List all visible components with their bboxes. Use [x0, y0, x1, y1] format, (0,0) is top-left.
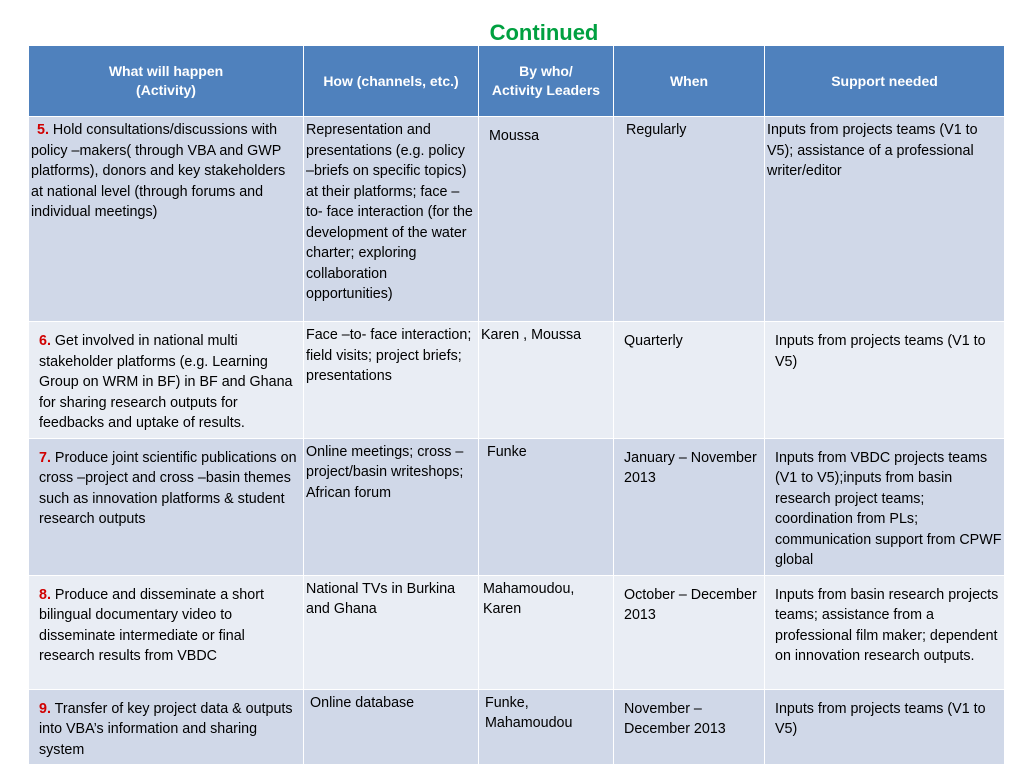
activity-text: Produce and disseminate a short bilingual documentary video to disseminate intermediate or final research results from VBDC: [39, 586, 264, 664]
header-how: How (channels, etc.): [304, 46, 479, 117]
support-cell: Inputs from basin research projects teams; assistance from a professional film maker; dependent on innovation research outputs.: [765, 575, 1005, 689]
how-cell: Online meetings; cross – project/basin writeshops; African forum: [304, 438, 479, 575]
activity-number: 6.: [39, 333, 51, 349]
activity-number: 5.: [37, 122, 49, 138]
activity-cell: [29, 322, 304, 439]
how-cell: Face –to- face interaction; field visits; project briefs; presentations: [304, 322, 479, 439]
when-cell: Regularly: [614, 117, 765, 322]
table-row: [29, 117, 1005, 322]
activity-number: 9.: [39, 700, 51, 717]
by-who-cell: Funke, Mahamoudou: [479, 689, 614, 765]
support-cell: Inputs from VBDC projects teams (V1 to V5);inputs from basin research project teams; coordination from PLs; communication support from CPWF global: [765, 438, 1005, 575]
support-cell: Inputs from projects teams (V1 to V5): [765, 689, 1005, 765]
how-cell: National TVs in Burkina and Ghana: [304, 575, 479, 689]
header-when: When: [614, 46, 765, 117]
header-support: Support needed: [765, 46, 1005, 117]
when-cell: October – December 2013: [614, 575, 765, 689]
activity-cell: [29, 117, 304, 322]
table-row: [29, 322, 1005, 439]
activity-cell: [29, 438, 304, 575]
support-cell: Inputs from projects teams (V1 to V5); assistance of a professional writer/editor: [765, 117, 1005, 322]
header-by-who: By who/ Activity Leaders: [479, 46, 614, 117]
activity-text: Hold consultations/discussions with policy –makers( through VBA and GWP platforms), donors and key stakeholders at national level (through forums and individual meetings): [31, 122, 286, 220]
activity-text: Transfer of key project data & outputs into VBA’s information and sharing system: [39, 700, 293, 758]
by-who-cell: Funke: [479, 438, 614, 575]
page-title: Continued: [489, 20, 599, 45]
by-who-cell: [479, 575, 614, 689]
activity-cell: [29, 575, 304, 689]
when-cell: January – November 2013: [614, 438, 765, 575]
header-row: [29, 46, 1005, 117]
table-row: [29, 689, 1005, 765]
by-who-text: Mahamoudou, Karen: [483, 580, 575, 617]
header-activity: What will happen (Activity): [29, 46, 304, 117]
table-row: [29, 575, 1005, 689]
when-cell: Quarterly: [614, 322, 765, 439]
when-cell: November – December 2013: [614, 689, 765, 765]
activity-cell: [29, 689, 304, 765]
activity-number: 8.: [39, 586, 51, 603]
activity-number: 7.: [39, 449, 51, 466]
by-who-cell: Moussa: [479, 117, 614, 322]
by-who-cell: Karen , Moussa: [479, 322, 614, 439]
table-row: [29, 438, 1005, 575]
support-cell: Inputs from projects teams (V1 to V5): [765, 322, 1005, 439]
how-cell: Representation and presentations (e.g. policy –briefs on specific topics) at their platforms; face –to- face interaction (for the development of the water charter; exploring collaboration opportunities): [304, 117, 479, 322]
activity-text: Get involved in national multi stakeholder platforms (e.g. Learning Group on WRM in BF) in BF and Ghana for sharing research outputs for feedbacks and uptake of results.: [39, 333, 293, 431]
activity-table: [28, 45, 1005, 765]
activity-text: Produce joint scientific publications on cross –project and cross –basin themes such as innovation platforms & student research outputs: [39, 449, 297, 527]
how-cell: Online database: [304, 689, 479, 765]
